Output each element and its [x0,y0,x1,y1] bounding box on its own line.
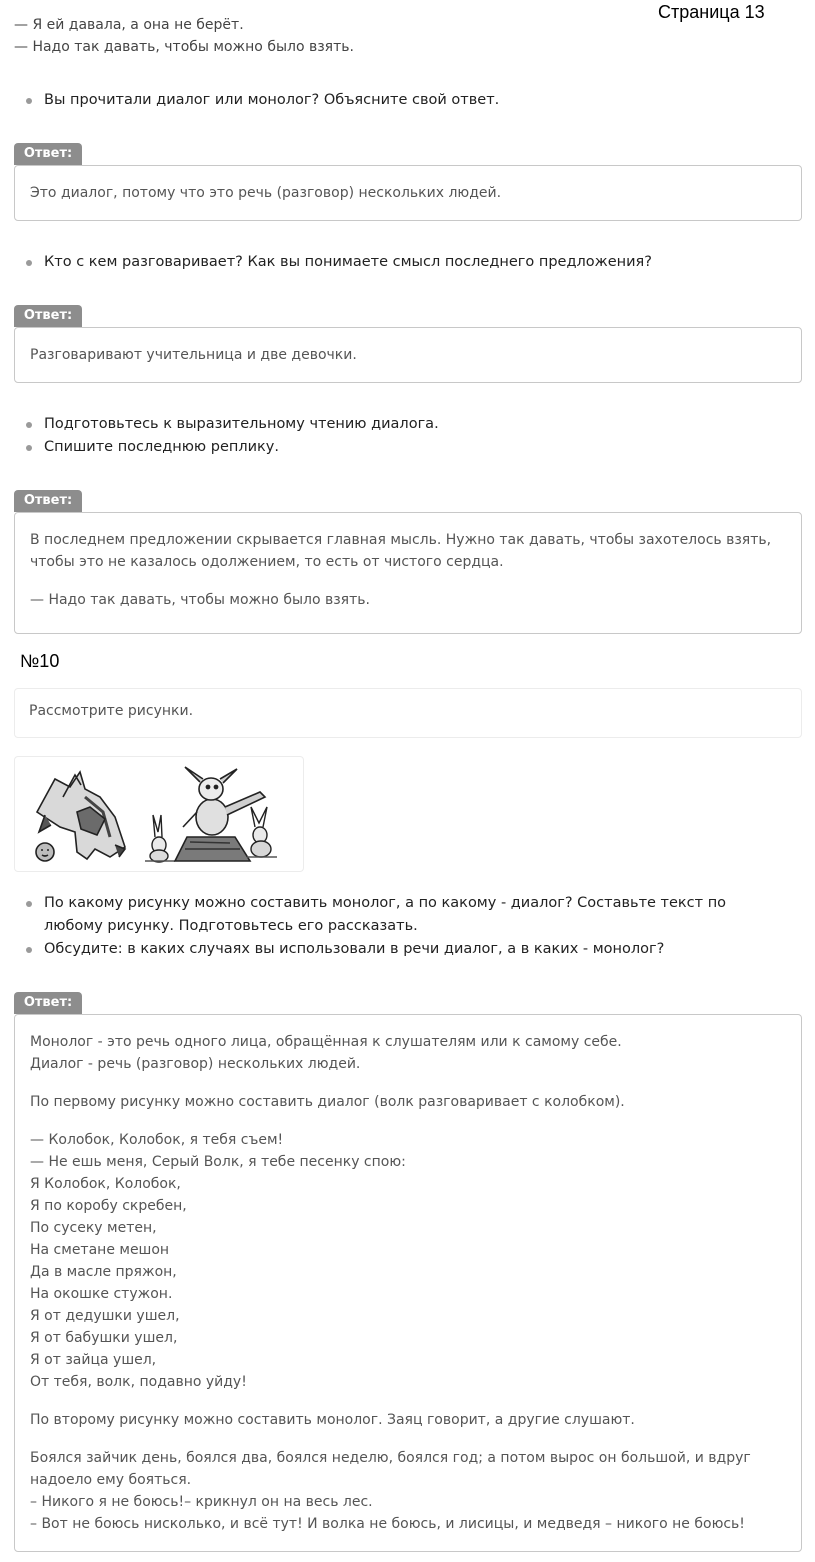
answer-label: Ответ: [14,992,82,1014]
question-item: Подготовьтесь к выразительному чтению диалога. [24,413,439,436]
task-instruction: Рассмотрите рисунки. [29,703,194,719]
hare-left-picture [145,815,175,862]
question-list-2 [24,251,652,274]
question-list-3 [24,413,439,459]
question-item: Спишите последнюю реплику. [24,436,439,459]
answer-text: Монолог - это речь одного лица, обращённая к слушателям или к самому себе. Диалог - речь (разговор) нескольких людей. [30,1034,622,1072]
illustration [14,756,304,872]
answer-text: Это диалог, потому что это речь (разговор) нескольких людей. [30,185,502,201]
page-number: Страница 13 [658,2,765,22]
answer-text: Разговаривают учительница и две девочки. [30,347,357,363]
answer-text: По второму рисунку можно составить монолог. Заяц говорит, а другие слушают. [30,1412,635,1428]
illustration-drawing [15,757,303,871]
answer-text: По первому рисунку можно составить диалог (волк разговаривает с колобком). [30,1094,625,1110]
question-item: Обсудите: в каких случаях вы использовали в речи диалог, а в каких - монолог? [24,938,784,961]
answer-label: Ответ: [14,305,82,327]
question-item: По какому рисунку можно составить монолог, а по какому - диалог? Составьте текст по любому рисунку. Подготовьтесь его рассказать. [24,892,784,938]
hare-right-picture [247,807,277,857]
dialog-line: — Я ей давала, а она не берёт. [14,17,244,33]
answer-text: Боялся зайчик день, боялся два, боялся неделю, боялся год; а потом вырос он большой, и вдруг надоело ему бояться. – Никого я не боюсь!– крикнул он на весь лес. – Вот не боюсь нисколько, и всё тут! И волка не боюсь, и лисицы, и медведя – никого не боюсь! [30,1450,751,1532]
answer-label: Ответ: [14,490,82,512]
answer-box-3 [14,512,802,634]
answer-box-2 [14,327,802,383]
intro-dialog [14,14,354,58]
dialog-line: — Надо так давать, чтобы можно было взять. [14,39,354,55]
task-number: №10 [20,651,60,671]
question-item: Кто с кем разговаривает? Как вы понимаете смысл последнего предложения? [24,251,652,274]
answer-box-1 [14,165,802,221]
question-item: Вы прочитали диалог или монолог? Объясните свой ответ. [24,89,499,112]
answer-text: — Колобок, Колобок, я тебя съем! — Не ешь меня, Серый Волк, я тебе песенку спою: Я Колобок, Колобок, Я по коробу скребен, По сусеку метен, На сметане мешон Да в масле пряжон, На окошке стужон. Я от дедушки ушел, Я от бабушки ушел, Я от зайца ушел, От тебя, волк, подавно уйду! [30,1132,406,1390]
question-list-1 [24,89,499,112]
task-instruction-box [14,688,802,738]
wolf-kolobok-picture [36,772,125,861]
answer-label: Ответ: [14,143,82,165]
answer-text: — Надо так давать, чтобы можно было взять. [30,592,370,608]
answer-box-4 [14,1014,802,1552]
answer-text: В последнем предложении скрывается главная мысль. Нужно так давать, чтобы захотелось взять, чтобы это не казалось одолжением, то есть от чистого сердца. [30,532,772,570]
question-list-4 [24,892,784,961]
